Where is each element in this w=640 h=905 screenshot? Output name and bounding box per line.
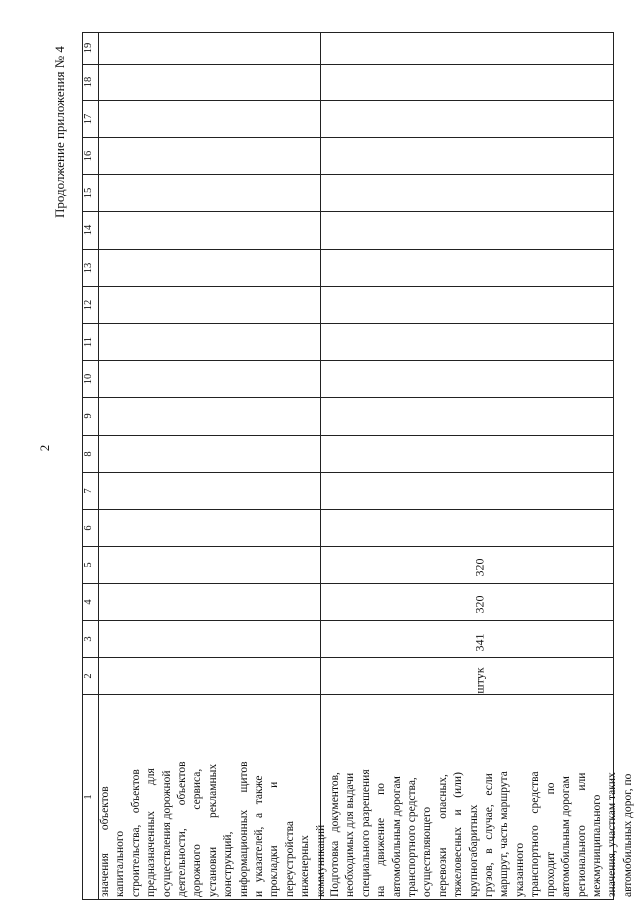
row2-description: Подготовка документов, необходимых для выдачи специального разрешения на движение по автомобильным дорогам транспортного средства, осуществляющего перевозки опасных, тяжеловесных и (или) крупногабаритных грузов, в случае, если маршрут, часть маршрута указанного транспортного средства проходит по автомобильным дорогам регионального или межмуниципального значения, участкам таких автомобильных дорог, по: [329, 769, 634, 897]
column-separator: [82, 286, 614, 287]
column-separator: [82, 360, 614, 361]
row1-description: значения объектов капитального строительства, объектов предназначенных для осуществления дорожной деятельности, объектов дорожного сервиса, установки рекламных конструкций, информационных щитов и указателей, а также прокладки и переустройства инженерных коммуникаций: [99, 761, 327, 897]
row2-col3: 341: [472, 633, 487, 652]
column-header-11: 11: [83, 336, 94, 347]
column-separator: [82, 509, 614, 510]
column-separator: [82, 472, 614, 473]
column-separator: [82, 323, 614, 324]
column-header-4: 4: [83, 598, 94, 605]
column-header-17: 17: [83, 113, 94, 124]
column-separator: [82, 583, 614, 584]
column-header-16: 16: [83, 150, 94, 161]
column-separator: [82, 174, 614, 175]
column-separator: [82, 249, 614, 250]
column-header-6: 6: [83, 524, 94, 531]
row2-col5: 320: [472, 558, 487, 577]
column-separator: [82, 657, 614, 658]
table-border-bottom: [82, 899, 614, 900]
column-header-7: 7: [83, 487, 94, 494]
column-header-8: 8: [83, 450, 94, 457]
column-header-10: 10: [83, 373, 94, 384]
column-header-3: 3: [83, 635, 94, 642]
table-border-top: [82, 32, 614, 33]
column-header-18: 18: [83, 76, 94, 88]
column-header-1: 1: [83, 794, 94, 800]
column-header-13: 13: [83, 262, 94, 273]
column-header-9: 9: [83, 413, 94, 419]
column-header-12: 12: [83, 299, 94, 310]
column-separator: [82, 546, 614, 547]
column-separator: [82, 694, 614, 695]
column-separator: [82, 435, 614, 436]
column-header-5: 5: [83, 561, 94, 568]
column-header-15: 15: [83, 187, 94, 198]
column-separator: [82, 64, 614, 65]
row2-unit: штук: [472, 667, 487, 694]
row2-col4: 320: [472, 595, 487, 614]
column-header-19: 19: [83, 42, 94, 54]
column-separator: [82, 137, 614, 138]
column-separator: [82, 397, 614, 398]
column-separator: [82, 100, 614, 101]
column-header-14: 14: [83, 224, 94, 236]
column-header-2: 2: [83, 672, 94, 679]
column-separator: [82, 211, 614, 212]
column-separator: [82, 620, 614, 621]
page-number: 2: [37, 444, 52, 452]
continuation-title: Продолжение приложения № 4: [52, 46, 67, 218]
